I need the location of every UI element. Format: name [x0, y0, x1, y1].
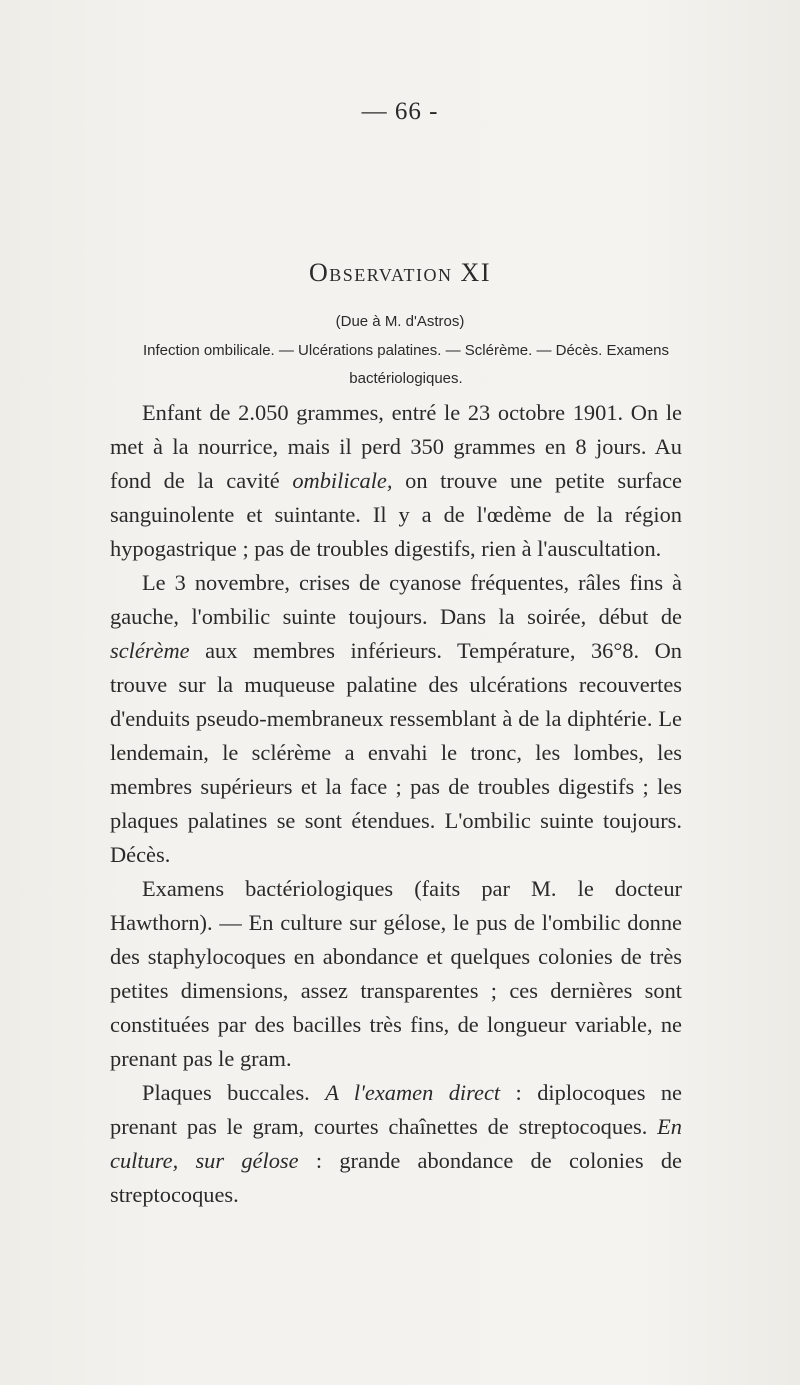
observation-title: Observation XI: [309, 258, 491, 287]
paragraph-bacteriology: [110, 872, 682, 1076]
paragraph-text: Plaques buccales.: [142, 1080, 326, 1105]
paragraph-text: Le 3 novembre, crises de cyanose fréquentes, râles fins à gauche, l'ombilic suinte toujours. Dans la soirée, début de: [110, 570, 682, 629]
observation-attribution: (Due à M. d'Astros): [335, 313, 465, 330]
paragraph-text: on trouve une petite surface sanguinolente et suintante. Il y a de l'œdème de la région hypogastrique ; pas de troubles digestifs, rien à l'auscultation.: [110, 468, 682, 561]
paragraph-text: Enfant de 2.050 grammes, entré le 23 octobre 1901. On le met à la nourrice, mais il perd 350 grammes en 8 jours. Au fond de la cavité: [110, 400, 682, 493]
italic-term: A l'examen direct: [325, 1080, 501, 1105]
italic-term: En culture, sur gélose: [110, 1114, 682, 1173]
page-number: — 66 -: [361, 98, 439, 125]
italic-term: ombilicale,: [292, 468, 393, 493]
paragraph-text: : diplocoques ne prenant pas le gram, courtes chaînettes de streptocoques.: [110, 1080, 682, 1139]
paragraph-text: Examens bactériologiques (faits par M. le docteur Hawthorn). — En culture sur gélose, le pus de l'ombilic donne des staphylocoques en abondance et quelques colonies de très petites dimensions, assez transparentes ; ces dernières sont constituées par des bacilles très fins, de longueur variable, ne prenant pas le gram.: [110, 876, 682, 1071]
italic-term: sclérème: [110, 638, 190, 663]
paragraph-text: : grande abondance de colonies de streptocoques.: [110, 1148, 682, 1207]
paragraph-buccal-plaques: [110, 1076, 682, 1212]
paragraph-text: aux membres inférieurs. Température, 36°8. On trouve sur la muqueuse palatine des ulcérations recouvertes d'enduits pseudo-membraneux ressemblant à de la diphtérie. Le lendemain, le sclérème a envahi le tronc, les lombes, les membres supérieurs et la face ; pas de troubles digestifs ; les plaques palatines se sont étendues. L'ombilic suinte toujours. Décès.: [110, 638, 682, 867]
paragraph-evolution: [110, 566, 682, 872]
body-text: [110, 396, 682, 1212]
paragraph-admission: [110, 396, 682, 566]
observation-summary: Infection ombilicale. — Ulcérations palatines. — Sclérème. — Décès. Examens bactériologiques.: [142, 342, 670, 387]
